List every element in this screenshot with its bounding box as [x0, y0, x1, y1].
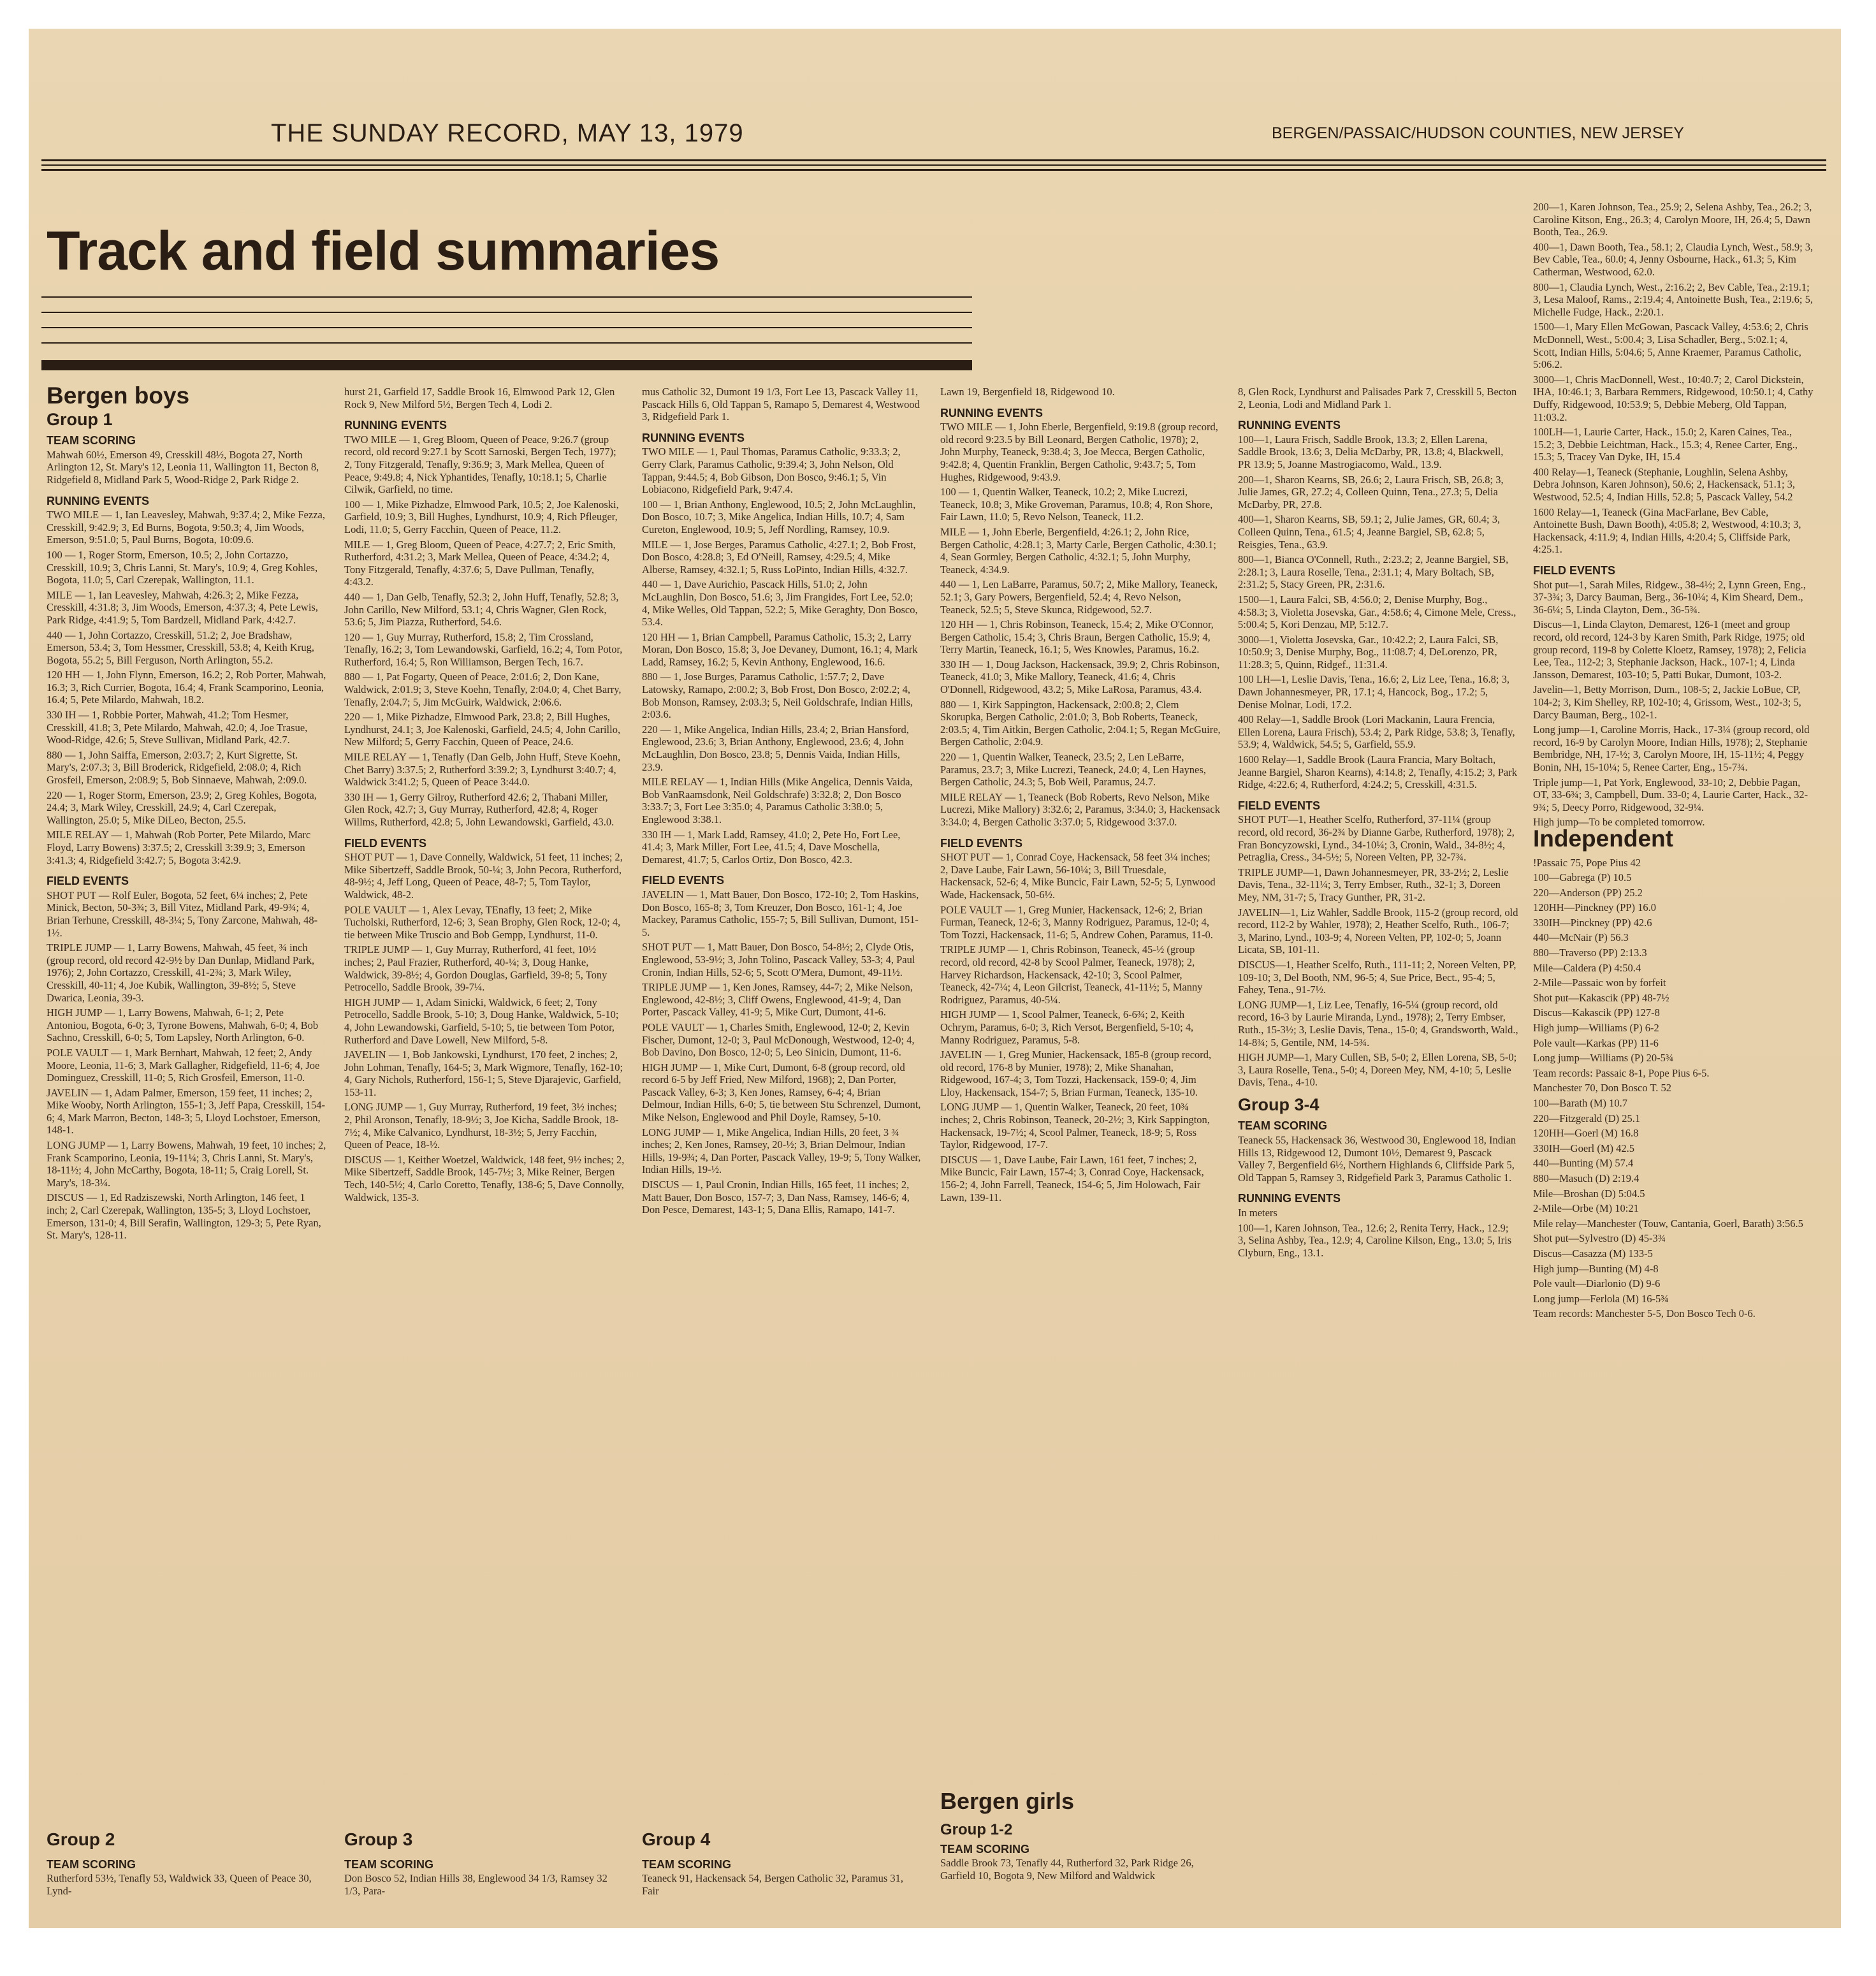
result-paragraph: MILE — 1, Greg Bloom, Queen of Peace, 4:27.7; 2, Eric Smith, Rutherford, 4:31.2; 3, Mark Mellea, Queen of Peace, 4:34.2; 4, Tony Fitzgerald, Tenafly, 4:37.6; 5, Dave Pullman, Tenafly, 4:43.2.	[344, 538, 616, 588]
text-column-1	[47, 382, 327, 1244]
result-paragraph: 880—Masuch (D) 2:19.4	[1533, 1172, 1640, 1184]
headline-rule	[41, 296, 972, 298]
text-column-3	[642, 386, 922, 1219]
result-paragraph: 200—1, Sharon Kearns, SB, 26.6; 2, Laura Frisch, SB, 26.8; 3, Julie James, GR, 27.2; 4, Colleen Quinn, Tena., 27.3; 5, Delia McDarby, PR, 27.8.	[1238, 473, 1504, 511]
result-paragraph: MILE RELAY — 1, Tenafly (Dan Gelb, John Huff, Steve Koehn, Chet Barry) 3:37.5; 2, Rutherford 3:39.2; 3, Lyndhurst 3:40.7; 4, Waldwick 3:41.2; 5, Queen of Peace 3:44.0.	[344, 751, 621, 788]
group-heading: Group 3-4	[1238, 1094, 1320, 1114]
result-paragraph: Shot put—Sylvestro (D) 45-3¾	[1533, 1232, 1666, 1245]
result-paragraph: Manchester 70, Don Bosco T. 52	[1533, 1082, 1672, 1094]
result-paragraph: 100 — 1, Mike Pizhadze, Elmwood Park, 10.5; 2, Joe Kalenoski, Garfield, 10.9; 3, Bill Hughes, Lyndhurst, 10.9; 4, Rich Pfleuger, Lodi, 11.0; 5, Gerry Facchin, Queen of Peace, 11.2.	[344, 498, 619, 535]
result-paragraph: TWO MILE — 1, John Eberle, Bergenfield, 9:19.8 (group record, old record 9:23.5 by Bill Leonard, Bergen Catholic, 1978); 2, John Murphy, Teaneck, 9:38.4; 3, Joe Mecca, Bergen Catholic, 9:42.8; 4, Quentin Franklin, Bergen Catholic, 9:43.7; 5, Tom Hughes, Ridgewood, 9:43.9.	[940, 421, 1218, 483]
result-paragraph: LONG JUMP — 1, Mike Angelica, Indian Hills, 20 feet, 3 ¾ inches; 2, Ken Jones, Ramsey, 20-½; 3, Brian Delmour, Indian Hills, 19-9¾; 4, Dan Porter, Pascack Valley, 19-9; 5, Tony Walker, Indian Hills, 19-½.	[642, 1126, 921, 1176]
result-paragraph: 880 — 1, Jose Burges, Paramus Catholic, 1:57.7; 2, Dave Latowsky, Ramapo, 2:00.2; 3, Bob Frost, Don Bosco, 2:02.2; 4, Bob Monson, Ramsey, 2:03.3; 5, Neil Goldschrafe, Indian Hills, 2:03.6.	[642, 671, 913, 721]
result-paragraph: Team records: Passaic 8-1, Pope Pius 6-5.	[1533, 1066, 1710, 1079]
result-paragraph: DISCUS — 1, Ed Radziszewski, North Arlington, 146 feet, 1 inch; 2, Carl Czerepak, Wallington, 135-5; 3, Lloyd Lochstoer, Emerson, 131-0; 4, Bill Serafin, Wallington, 129-3; 5, Pete Ryan, St. Mary's, 128-11.	[47, 1191, 321, 1242]
subhead: FIELD EVENTS	[1533, 564, 1616, 578]
result-paragraph: 220 — 1, Mike Pizhadze, Elmwood Park, 23.8; 2, Bill Hughes, Lyndhurst, 24.1; 3, Joe Kalenoski, Garfield, 24.5; 4, John Carillo, New Milford; 5, Gerry Facchin, Queen of Peace, 24.6.	[344, 711, 621, 748]
result-paragraph: Shot put—Kakascik (PP) 48-7½	[1533, 991, 1669, 1004]
subhead: FIELD EVENTS	[344, 836, 427, 850]
result-paragraph: POLE VAULT — 1, Charles Smith, Englewood, 12-0; 2, Kevin Fischer, Dumont, 12-0; 3, Paul McDonough, Westwood, 12-0; 4, Bob Davino, Don Bosco, 12-0; 5, Leo Sinicin, Dumont, 11-6.	[642, 1021, 915, 1059]
result-paragraph: 440 — 1, John Cortazzo, Cresskill, 51.2; 2, Joe Bradshaw, Emerson, 53.4; 3, Tom Hessmer, Cresskill, 53.8; 4, Keith Krug, Bogota, 55.2; 5, Bill Ferguson, North Arlington, 55.2.	[47, 628, 314, 666]
result-paragraph: 440 — 1, Dan Gelb, Tenafly, 52.3; 2, John Huff, Tenafly, 52.8; 3, John Carillo, New Milford, 53.1; 4, Chris Wagner, Glen Rock, 53.6; 5, Jim Piazza, Rutherford, 54.6.	[344, 590, 619, 628]
headline-rule	[41, 342, 972, 344]
result-paragraph: 3000—1, Violetta Josevska, Gar., 10:42.2; 2, Laura Falci, SB, 10:50.9; 3, Denise Murphy, Bog., 11:08.7; 4, DeLorenzo, PR, 11:28.3; 5, Quinn, Ridgef., 11:31.4.	[1238, 633, 1499, 671]
result-paragraph: SHOT PUT—1, Heather Scelfo, Rutherford, 37-11¼ (group record, old record, 36-2¾ by Dianne Garbe, Rutherford, 1978); 2, Fran Boncyzowski, Lynd., 34-10¼; 3, Cronin, Wald., 34-8½; 4, Petraglia, Cress., 34-5½; 5, Noreen Velten, PP, 32-7¾.	[1238, 813, 1515, 864]
result-paragraph: SHOT PUT — 1, Matt Bauer, Don Bosco, 54-8½; 2, Clyde Otis, Englewood, 53-9½; 3, John Tolino, Pascack Valley, 53-3; 4, Paul Cronin, Indian Hills, 52-6; 5, Scott O'Mera, Dumont, 49-11½.	[642, 941, 915, 978]
result-paragraph: MILE — 1, John Eberle, Bergenfield, 4:26.1; 2, John Rice, Bergen Catholic, 4:28.1; 3, Marty Carle, Bergen Catholic, 4:30.1; 4, Sean Gormley, Bergen Catholic, 4:32.1; 5, John Murphy, Teaneck, 4:34.9.	[940, 525, 1216, 576]
result-paragraph: SHOT PUT — Rolf Euler, Bogota, 52 feet, 6¼ inches; 2, Pete Minick, Becton, 50-3¾; 3, Bill Vitez, Midland Park, 49-9¾; 4, Brian Terhune, Cresskill, 48-3¼; 5, Tony Zarcone, Mahwah, 48-1½.	[47, 889, 318, 939]
newspaper-page	[29, 29, 1841, 1928]
result-paragraph: SHOT PUT — 1, Conrad Coye, Hackensack, 58 feet 3¼ inches; 2, Dave Laube, Fair Lawn, 56-10¼; 3, Bill Truesdale, Hackensack, 52-6; 4, Mike Buncic, Fair Lawn, 52-5; 5, Lynwood Wade, Hackensack, 50-6½.	[940, 851, 1216, 901]
result-paragraph: JAVELIN—1, Liz Wahler, Saddle Brook, 115-2 (group record, old record, 112-2 by Wahler, 1978); 2, Heather Scelfo, Ruth., 106-7; 3, Marino, Lynd., 103-9; 4, Noreen Velten, PP, 102-0; 5, Joann Licata, SB, 101-11.	[1238, 906, 1518, 956]
masthead-region: BERGEN/PASSAIC/HUDSON COUNTIES, NEW JERSEY	[1272, 124, 1684, 142]
subhead: FIELD EVENTS	[642, 874, 725, 887]
result-paragraph: 880 — 1, Pat Fogarty, Queen of Peace, 2:01.6; 2, Don Kane, Waldwick, 2:01.9; 3, Steve Koehn, Tenafly, 2:04.0; 4, Chet Barry, Tenafly, 2:04.7; 5, Jim McGuirk, Waldwick, 2:06.6.	[344, 671, 622, 708]
result-paragraph: Teaneck 55, Hackensack 36, Westwood 30, Englewood 18, Indian Hills 13, Ridgewood 12, Dumont 10½, Demarest 9, Pascack Valley 7, Bergenfield 6½, Northern Highlands 6, Cliffside Park 5, Old Tappan 5, Ramsey 3, Ridgefield Park 3, Paramus Catholic 1.	[1238, 1134, 1516, 1184]
result-paragraph: 220—Fitzgerald (D) 25.1	[1533, 1112, 1641, 1124]
result-paragraph: 100—1, Laura Frisch, Saddle Brook, 13.3; 2, Ellen Larena, Saddle Brook, 13.6; 3, Delia McDarby, PR, 13.8; 4, Blackwell, PR 13.9; 5, Joanne Mastrogiacomo, Wald., 13.9.	[1238, 433, 1504, 470]
result-paragraph: HIGH JUMP — 1, Larry Bowens, Mahwah, 6-1; 2, Pete Antoniou, Bogota, 6-0; 3, Tyrone Bowens, Mahwah, 6-0; 4, Bob Sachno, Cresskill, 6-0; 5, Tom Lapsley, North Arlington, 6-0.	[47, 1006, 319, 1044]
result-paragraph: 3000—1, Chris MacDonnell, West., 10:40.7; 2, Carol Dickstein, IHA, 10:46.1; 3, Barbara Remmers, Ridgewood, 10:50.1; 4, Cathy Duffy, Ridgewood, 10:53.9; 5, Debbie Meberg, Old Tappan, 11:03.2.	[1533, 373, 1814, 423]
result-paragraph: 100—1, Karen Johnson, Tea., 12.6; 2, Renita Terry, Hack., 12.9; 3, Selina Ashby, Tea., 12.9; 4, Caroline Kilson, Eng., 13.0; 5, Iris Clyburn, Eng., 13.1.	[1238, 1221, 1512, 1259]
result-paragraph: In meters	[1238, 1207, 1277, 1219]
result-paragraph: DISCUS — 1, Keither Woetzel, Waldwick, 148 feet, 9½ inches; 2, Mike Sibertzeff, Saddle Brook, 145-7½; 3, Mike Reiner, Bergen Tech, 140-5½; 4, Carlo Coretto, Tenafly, 138-6; 5, Dave Connolly, Waldwick, 135-3.	[344, 1153, 625, 1203]
bottom-team-scoring-label: TEAM SCORING	[940, 1843, 1030, 1856]
result-paragraph: Long jump—1, Caroline Morris, Hack., 17-3¼ (group record, old record, 16-9 by Carolyn Moore, Indian Hills, 1978); 2, Stephanie Bembridge, NH, 17-½; 3, Carolyn Moore, IH, 15-11½; 4, Peggy Bonin, NH, 15-10¼; 5, Renee Carter, Eng., 15-7¾.	[1533, 723, 1810, 773]
result-paragraph: 120 HH — 1, John Flynn, Emerson, 16.2; 2, Rob Porter, Mahwah, 16.3; 3, Rich Currier, Bogota, 16.4; 4, Frank Scamporino, Leonia, 16.4; 5, Pete Milardo, Mahwah, 18.2.	[47, 669, 326, 706]
text-column-5	[1238, 386, 1518, 1261]
result-paragraph: LONG JUMP — 1, Quentin Walker, Teaneck, 20 feet, 10¾ inches; 2, Chris Robinson, Teaneck, 20-2½; 3, Kirk Sappington, Hackensack, 19-7½; 4, Scool Palmer, Teaneck, 18-9; 5, Ross Taylor, Ridgewood, 17-7.	[940, 1101, 1210, 1151]
section-heading: Bergen boys	[47, 382, 190, 409]
result-paragraph: 100 — 1, Quentin Walker, Teaneck, 10.2; 2, Mike Lucrezi, Teaneck, 10.8; 3, Mike Groveman, Paramus, 10.8; 4, Ron Shore, Fair Lawn, 11.0; 5, Revo Nelson, Teaneck, 11.2.	[940, 486, 1213, 523]
result-paragraph: Lawn 19, Bergenfield 18, Ridgewood 10.	[940, 386, 1115, 398]
bottom-team-scoring-label: TEAM SCORING	[47, 1858, 136, 1871]
result-paragraph: Long jump—Ferlola (M) 16-5¾	[1533, 1292, 1669, 1305]
subhead: RUNNING EVENTS	[344, 419, 447, 432]
result-paragraph: 880 — 1, Kirk Sappington, Hackensack, 2:00.8; 2, Clem Skorupka, Bergen Catholic, 2:01.0; 3, Bob Roberts, Teaneck, 2:03.5; 4, Tim Aitkin, Bergen Catholic, 2:04.1; 5, Regan McGuire, Bergen Catholic, 2:04.9.	[940, 698, 1221, 748]
bottom-section-heading: Bergen girls	[940, 1788, 1075, 1814]
result-paragraph: High jump—Bunting (M) 4-8	[1533, 1262, 1659, 1275]
subhead: RUNNING EVENTS	[642, 431, 745, 444]
result-paragraph: 330IH—Goerl (M) 42.5	[1533, 1142, 1635, 1154]
result-paragraph: SHOT PUT — 1, Dave Connelly, Waldwick, 51 feet, 11 inches; 2, Mike Sibertzeff, Saddle Brook, 50-¼; 3, John Pecora, Rutherford, 48-9½; 4, Jeff Long, Queen of Peace, 48-7; 5, Tom Taylor, Waldwick, 48-2.	[344, 851, 623, 901]
headline-rule	[41, 312, 972, 313]
result-paragraph: mus Catholic 32, Dumont 19 1/3, Fort Lee 13, Pascack Valley 11, Pascack Hills 6, Old Tappan 5, Ramapo 5, Demarest 4, Westwood 3, Ridgefield Park 1.	[642, 386, 920, 423]
result-paragraph: 330 IH — 1, Mark Ladd, Ramsey, 41.0; 2, Pete Ho, Fort Lee, 41.4; 3, Mark Miller, Fort Lee, 41.5; 4, Dave Moschella, Demarest, 41.7; 5, Carlos Ortiz, Don Bosco, 42.3.	[642, 828, 901, 866]
result-paragraph: 440—McNair (P) 56.3	[1533, 931, 1629, 944]
result-paragraph: 440 — 1, Len LaBarre, Paramus, 50.7; 2, Mike Mallory, Teaneck, 52.1; 3, Gary Powers, Bergenfield, 52.4; 4, Revo Nelson, Teaneck, 52.5; 5, Steve Skunca, Ridgewood, 52.7.	[940, 578, 1218, 616]
result-paragraph: 440—Bunting (M) 57.4	[1533, 1157, 1634, 1170]
result-paragraph: 2-Mile—Passaic won by forfeit	[1533, 977, 1666, 989]
bottom-group-heading: Group 3	[344, 1829, 413, 1849]
subhead: RUNNING EVENTS	[1238, 1192, 1341, 1205]
subhead: TEAM SCORING	[47, 434, 136, 447]
result-paragraph: LONG JUMP — 1, Larry Bowens, Mahwah, 19 feet, 10 inches; 2, Frank Scamporino, Leonia, 19-11¼; 3, Chris Lanni, St. Mary's, 18-11½; 4, John McCarthy, Bogota, 18-11; 5, Craig Lorell, St. Mary's, 18-3¼.	[47, 1139, 326, 1189]
result-paragraph: TRIPLE JUMP — 1, Larry Bowens, Mahwah, 45 feet, ¾ inch (group record, old record 42-9½ by Dan Dunlap, Midland Park, 1976); 2, John Cortazzo, Cresskill, 41-2¾; 3, Mark Wiley, Cresskill, 40-11; 4, Joe Kubik, Wallington, 39-8½; 5, Steve Dwarica, Leonia, 39-3.	[47, 941, 315, 1004]
result-paragraph: 120 HH — 1, Chris Robinson, Teaneck, 15.4; 2, Mike O'Connor, Bergen Catholic, 15.4; 3, Chris Braun, Bergen Catholic, 15.9; 4, Terry Martin, Teaneck, 16.1; 5, Wes Knowles, Paramus, 16.2.	[940, 618, 1214, 656]
result-paragraph: TRIPLE JUMP—1, Dawn Johannesmeyer, PR, 33-2½; 2, Leslie Davis, Tena., 32-11¼; 3, Terry Embser, Ruth., 32-1; 3, Doreen Mey, NM, 31-7; 5, Tracy Gunther, PR, 31-2.	[1238, 866, 1509, 903]
result-paragraph: 100—Barath (M) 10.7	[1533, 1097, 1628, 1109]
result-paragraph: 400—1, Sharon Kearns, SB, 59.1; 2, Julie James, GR, 60.4; 3, Colleen Quinn, Tena., 61.5; 4, Jeanne Bargiel, SB, 62.8; 5, Reisgies, Tena., 63.9.	[1238, 513, 1501, 551]
result-paragraph: Discus—Kakascik (PP) 127-8	[1533, 1006, 1660, 1019]
result-paragraph: Mile—Caldera (P) 4:50.4	[1533, 961, 1641, 974]
bottom-group-heading: Group 2	[47, 1829, 115, 1849]
subhead: TEAM SCORING	[1238, 1119, 1328, 1133]
result-paragraph: 1500—1, Laura Falci, SB, 4:56.0; 2, Denise Murphy, Bog., 4:58.3; 3, Violetta Josevska, Gar., 4:58.6; 4, Cimone Mele, Cress., 5:00.4; 5, Kori Denzau, MP, 5:12.7.	[1238, 593, 1516, 631]
result-paragraph: hurst 21, Garfield 17, Saddle Brook 16, Elmwood Park 12, Glen Rock 9, New Milford 5½, Bergen Tech 4, Lodi 2.	[344, 386, 615, 410]
result-paragraph: TWO MILE — 1, Paul Thomas, Paramus Catholic, 9:33.3; 2, Gerry Clark, Paramus Catholic, 9:39.4; 3, John Nelson, Old Tappan, 9:44.5; 4, Bob Gibson, Don Bosco, 9:46.1; 5, Vin Lobiacono, Ridgefield Park, 9:47.4.	[642, 446, 901, 496]
result-paragraph: 400—1, Dawn Booth, Tea., 58.1; 2, Claudia Lynch, West., 58.9; 3, Bev Cable, Tea., 60.0; 4, Jenny Osbourne, Hack., 61.3; 5, Kim Catherman, Westwood, 62.0.	[1533, 240, 1814, 278]
masthead-rule	[41, 164, 1826, 166]
result-paragraph: POLE VAULT — 1, Greg Munier, Hackensack, 12-6; 2, Brian Furman, Teaneck, 12-6; 3, Manny Rodriguez, Paramus, 12-0; 4, Tom Tozzi, Hackensack, 11-6; 5, Andrew Cohen, Paramus, 11-0.	[940, 903, 1213, 941]
result-paragraph: 220 — 1, Roger Storm, Emerson, 23.9; 2, Greg Kohles, Bogota, 24.4; 3, Mark Wiley, Cresskill, 24.9; 4, Carl Czerepak, Wallington, 25.0; 5, Mike DiLeo, Becton, 25.5.	[47, 788, 317, 826]
result-paragraph: 1500—1, Mary Ellen McGowan, Pascack Valley, 4:53.6; 2, Chris McDonnell, West., 5:00.4; 3, Lisa Schadler, Berg., 5:02.1; 4, Scott, Indian Hills, 5:04.6; 5, Anne Kraemer, Paramus Catholic, 5:06.2.	[1533, 321, 1808, 371]
result-paragraph: TWO MILE — 1, Greg Bloom, Queen of Peace, 9:26.7 (group record, old record 9:27.1 by Scott Sarnoski, Bergen Tech, 1977); 2, Tony Fitzgerald, Tenafly, 9:36.9; 3, Mark Mellea, Queen of Peace, 9:49.8; 4, Nick Yphantides, Tenafly, 10:18.1; 5, Charlie Cilwik, Garfield, no time.	[344, 433, 616, 496]
result-paragraph: MILE RELAY — 1, Teaneck (Bob Roberts, Revo Nelson, Mike Lucrezi, Mike Mallory) 3:32.6; 2, Paramus, 3:34.0; 3, Hackensack 3:34.0; 4, Bergen Catholic 3:37.0; 5, Ridgewood 3:37.0.	[940, 790, 1220, 828]
bottom-team-scoring-text: Don Bosco 52, Indian Hills 38, Englewood 34 1/3, Ramsey 32 1/3, Para-	[344, 1872, 607, 1897]
result-paragraph: MILE — 1, Jose Berges, Paramus Catholic, 4:27.1; 2, Bob Frost, Don Bosco, 4:28.8; 3, Ed O'Neill, Ramsey, 4:29.5; 4, Mike Alberse, Ramsey, 4:32.1; 5, Russ LoPinto, Indian Hills, 4:32.7.	[642, 538, 916, 576]
result-paragraph: Mile—Broshan (D) 5:04.5	[1533, 1187, 1645, 1200]
result-paragraph: 120 — 1, Guy Murray, Rutherford, 15.8; 2, Tim Crossland, Tenafly, 16.2; 3, Tom Lewandowski, Garfield, 16.2; 4, Tom Potor, Rutherford, 16.4; 5, Ron Williamson, Bergen Tech, 16.7.	[344, 630, 623, 668]
result-paragraph: 400 Relay—1, Saddle Brook (Lori Mackanin, Laura Frencia, Ellen Lorena, Laura Frisch), 53.4; 2, Park Ridge, 53.8; 3, Tenafly, 53.9; 4, Waldwick, 54.5; 5, Garfield, 55.9.	[1238, 713, 1515, 751]
result-paragraph: High jump—To be completed tomorrow.	[1533, 816, 1705, 829]
result-paragraph: MILE RELAY — 1, Indian Hills (Mike Angelica, Dennis Vaida, Bob VanRaamsdonk, Neil Goldschrafe) 3:32.8; 2, Don Bosco 3:33.7; 3, Fort Lee 3:35.0; 4, Paramus Catholic 3:38.0; 5, Englewood 3:38.1.	[642, 776, 913, 825]
result-paragraph: Shot put—1, Sarah Miles, Ridgew., 38-4½; 2, Lynn Green, Eng., 37-3¾; 3, Darcy Bauman, Berg., 36-10¼; 4, Kim Sheard, Dem., 36-6¼; 5, Linda Clayton, Dem., 36-5¾.	[1533, 578, 1806, 616]
result-paragraph: 440 — 1, Dave Aurichio, Pascack Hills, 51.0; 2, John McLaughlin, Don Bosco, 51.6; 3, Jim Frangides, Fort Lee, 52.0; 4, Mike Welles, Old Tappan, 52.2; 5, Mike Geraghty, Don Bosco, 53.4.	[642, 578, 918, 628]
result-paragraph: 100LH—1, Laurie Carter, Hack., 15.0; 2, Karen Caines, Tea., 15.2; 3, Debbie Leichtman, Hack., 15.3; 4, Renee Carter, Eng., 15.3; 5, Tracey Van Dyke, IH, 15.4	[1533, 426, 1798, 463]
bottom-team-scoring-label: TEAM SCORING	[344, 1858, 434, 1871]
result-paragraph: HIGH JUMP — 1, Mike Curt, Dumont, 6-8 (group record, old record 6-5 by Jeff Fried, New Milford, 1968); 2, Dan Porter, Pascack Valley, 6-3; 3, Ken Jones, Ramsey, 6-4; 4, Brian Delmour, Indian Hills, 6-0; 5, tie between Stu Schrenzel, Dumont, Mike Nelson, Englewood and Phil Doyle, Ramsey, 5-10.	[642, 1061, 921, 1124]
subhead: RUNNING EVENTS	[47, 494, 150, 507]
result-paragraph: 100 — 1, Roger Storm, Emerson, 10.5; 2, John Cortazzo, Cresskill, 10.9; 3, Chris Lanni, St. Mary's, 10.9; 4, Greg Kohles, Bogota, 11.0; 5, Carl Czerepak, Wallington, 11.1.	[47, 548, 318, 586]
result-paragraph: LONG JUMP — 1, Guy Murray, Rutherford, 19 feet, 3½ inches; 2, Phil Aronson, Tenafly, 18-9½; 3, Joe Kicha, Saddle Brook, 18-7½; 4, Mike Calvanico, Lyndhurst, 18-3½; 5, Jerry Facchin, Queen of Peace, 18-½.	[344, 1101, 619, 1151]
subhead: FIELD EVENTS	[940, 836, 1023, 850]
result-paragraph: 800—1, Bianca O'Connell, Ruth., 2:23.2; 2, Jeanne Bargiel, SB, 2:28.1; 3, Laura Roselle, Tena., 2:31.1; 4, Mary Boltach, SB, 2:31.2; 5, Stacy Green, PR, 2:31.6.	[1238, 553, 1509, 591]
subhead: FIELD EVENTS	[47, 875, 129, 888]
result-paragraph: HIGH JUMP — 1, Scool Palmer, Teaneck, 6-6¾; 2, Keith Ochrym, Paramus, 6-0; 3, Rich Versot, Bergenfield, 5-10; 4, Manny Rodriguez, Paramus, 5-8.	[940, 1008, 1194, 1046]
result-paragraph: 400 Relay—1, Teaneck (Stephanie, Loughlin, Selena Ashby, Debra Johnson, Karen Johnson), 50.6; 2, Hackensack, 51.1; 3, Westwood, 52.5; 4, Indian Hills, 52.8; 5, Pascack Valley, 54.2	[1533, 465, 1796, 504]
result-paragraph: 800—1, Claudia Lynch, West., 2:16.2; 2, Bev Cable, Tea., 2:19.1; 3, Lesa Maloof, Rams., 2:19.4; 4, Antoinette Bush, Tea., 2:19.6; 5, Michelle Fudge, Hack., 2:20.1.	[1533, 280, 1813, 318]
result-paragraph: 120 HH — 1, Brian Campbell, Paramus Catholic, 15.3; 2, Larry Moran, Don Bosco, 15.8; 3, Joe Devaney, Dumont, 16.1; 4, Mark Ladd, Ramsey, 16.2; 5, Kevin Anthony, Englewood, 16.6.	[642, 630, 918, 668]
masthead-rule	[41, 159, 1826, 161]
result-paragraph: 220 — 1, Quentin Walker, Teaneck, 23.5; 2, Len LeBarre, Paramus, 23.7; 3, Mike Lucrezi, Teaneck, 24.0; 4, Len Haynes, Bergen Catholic, 24.3; 5, Bob Weil, Paramus, 24.7.	[940, 751, 1206, 788]
masthead-rule	[41, 169, 1826, 171]
text-column-2	[344, 386, 625, 1206]
result-paragraph: DISCUS — 1, Paul Cronin, Indian Hills, 165 feet, 11 inches; 2, Matt Bauer, Don Bosco, 157-7; 3, Dan Nass, Ramsey, 146-6; 4, Don Pesce, Demarest, 143-1; 5, Dana Ellis, Ramapo, 141-7.	[642, 1179, 910, 1216]
result-paragraph: 100 — 1, Brian Anthony, Englewood, 10.5; 2, John McLaughlin, Don Bosco, 10.7; 3, Mike Angelica, Indian Hills, 10.7; 4, Sam Cureton, Englewood, 10.9; 5, Jeff Nordling, Ramsey, 10.9.	[642, 498, 916, 535]
masthead-date: THE SUNDAY RECORD, MAY 13, 1979	[271, 119, 744, 147]
result-paragraph: 8, Glen Rock, Lyndhurst and Palisades Park 7, Cresskill 5, Becton 2, Leonia, Lodi and Midland Park 1.	[1238, 386, 1517, 410]
result-paragraph: POLE VAULT — 1, Alex Levay, TEnafly, 13 feet; 2, Mike Tucholski, Rutherford, 12-6; 3, Sean Brophy, Glen Rock, 12-0; 4, tie between Mike Truscio and Bob Gempp, Lyndhurst, 11-0.	[344, 903, 621, 941]
result-paragraph: 2-Mile—Orbe (M) 10:21	[1533, 1202, 1639, 1215]
result-paragraph: DISCUS—1, Heather Scelfo, Ruth., 111-11; 2, Noreen Velten, PP, 109-10; 3, Del Booth, NM, 96-5; 4, Sue Price, Bect., 95-4; 5, Fahey, Tena., 91-7½.	[1238, 958, 1516, 996]
result-paragraph: JAVELIN — 1, Greg Munier, Hackensack, 185-8 (group record, old record, 176-8 by Munier, 1978); 2, Mike Shanahan, Ridgewood, 167-4; 3, Tom Tozzi, Hackensack, 159-0; 4, Jim Lloy, Hackensack, 154-7; 5, Brian Furman, Teaneck, 135-10.	[940, 1049, 1212, 1098]
result-paragraph: !Passaic 75, Pope Pius 42	[1533, 856, 1641, 869]
result-paragraph: POLE VAULT — 1, Mark Bernhart, Mahwah, 12 feet; 2, Andy Moore, Leonia, 11-6; 3, Mark Gallagher, Ridgefield, 11-6; 4, Joe Dominguez, Cresskill, 11-0; 5, Rich Grosfeil, Emerson, 11-0.	[47, 1046, 320, 1084]
subhead: RUNNING EVENTS	[1238, 419, 1341, 432]
result-paragraph: 330IH—Pinckney (PP) 42.6	[1533, 916, 1652, 929]
result-paragraph: High jump—Williams (P) 6-2	[1533, 1022, 1659, 1035]
bottom-group-heading: Group 1-2	[940, 1821, 1013, 1838]
headline-rule	[41, 327, 972, 328]
text-column-6	[1533, 201, 1814, 1323]
result-paragraph: JAVELIN — 1, Bob Jankowski, Lyndhurst, 170 feet, 2 inches; 2, John Lohman, Tenafly, 164-5; 3, Mark Wigmore, Tenafly, 162-10; 4, Gary Nichols, Rutherford, 156-1; 5, Steve Djarajevic, Garfield, 153-11.	[344, 1049, 623, 1098]
result-paragraph: 880—Traverso (PP) 2:13.3	[1533, 947, 1647, 959]
result-paragraph: MILE — 1, Ian Leavesley, Mahwah, 4:26.3; 2, Mike Fezza, Cresskill, 4:31.8; 3, Jim Woods, Emerson, 4:37.3; 4, Pete Lewis, Park Ridge, 4:41.9; 5, Tom Bardzell, Midland Park, 4:42.7.	[47, 588, 318, 626]
headline-bar	[41, 360, 972, 370]
result-paragraph: Mile relay—Manchester (Touw, Cantania, Goerl, Barath) 3:56.5	[1533, 1217, 1803, 1230]
result-paragraph: Mahwah 60½, Emerson 49, Cresskill 48½, Bogota 27, North Arlington 12, St. Mary's 12, Leonia 11, Wallington 11, Becton 8, Ridgefield 8, Midland Park 5, Wood-Ridge 2, Park Ridge 2.	[47, 448, 319, 486]
subhead: FIELD EVENTS	[1238, 799, 1321, 812]
result-paragraph: 120HH—Pinckney (PP) 16.0	[1533, 901, 1656, 914]
result-paragraph: 880 — 1, John Saiffa, Emerson, 2:03.7; 2, Kurt Sigrette, St. Mary's, 2:07.3; 3, Bill Broderick, Ridgefield, 2:08.0; 4, Rich Grosfeil, Emerson, 2:08.9; 5, Bob Sinnaeve, Mahwah, 2:09.0.	[47, 748, 307, 787]
group-heading: Group 1	[47, 409, 113, 429]
result-paragraph: Long jump—Williams (P) 20-5¾	[1533, 1052, 1674, 1064]
result-paragraph: Triple jump—1, Pat York, Englewood, 33-10; 2, Debbie Pagan, OT, 33-6¾; 3, Campbell, Dum. 33-0; 4, Laurie Carter, Hack., 32-9¾; 5, Deecy Porro, Ridgewood, 32-9¼.	[1533, 776, 1808, 813]
result-paragraph: JAVELIN — 1, Adam Palmer, Emerson, 159 feet, 11 inches; 2, Mike Wooby, North Arlington, 155-1; 3, Jeff Papa, Cresskill, 154-6; 4, Mark Marron, Becton, 148-3; 5, Lloyd Lochstoer, Emerson, 148-1.	[47, 1086, 325, 1137]
text-column-4	[940, 386, 1221, 1206]
result-paragraph: DISCUS — 1, Dave Laube, Fair Lawn, 161 feet, 7 inches; 2, Mike Buncic, Fair Lawn, 157-4; 3, Conrad Coye, Hackensack, 156-2; 4, John Farrell, Teaneck, 154-6; 5, Jim Holowach, Fair Lawn, 139-11.	[940, 1153, 1204, 1203]
result-paragraph: 200—1, Karen Johnson, Tea., 25.9; 2, Selena Ashby, Tea., 26.2; 3, Caroline Kitson, Eng., 26.3; 4, Carolyn Moore, IH, 26.4; 5, Dawn Booth, Tea., 26.9.	[1533, 201, 1812, 238]
result-paragraph: 100 LH—1, Leslie Davis, Tena., 16.6; 2, Liz Lee, Tena., 16.8; 3, Dawn Johannesmeyer, PR, 17.1; 4, Hancock, Bog., 17.2; 5, Denise Molnar, Lodi, 17.2.	[1238, 673, 1509, 711]
subhead: RUNNING EVENTS	[940, 406, 1043, 419]
result-paragraph: TRIPLE JUMP — 1, Chris Robinson, Teaneck, 45-½ (group record, old record, 42-8 by Scool Palmer, Teaneck, 1978); 2, Harvey Richardson, Hackensack, 42-10; 3, Scool Palmer, Teaneck, 42-7¼; 4, Leon Gilcrist, Teaneck, 41-11½; 5, Manny Rodriguez, Paramus, 40-5¼.	[940, 943, 1203, 1006]
result-paragraph: Pole vault—Diarlonio (D) 9-6	[1533, 1277, 1661, 1290]
result-paragraph: Discus—Casazza (M) 133-5	[1533, 1247, 1653, 1260]
result-paragraph: 1600 Relay—1, Saddle Brook (Laura Francia, Mary Boltach, Jeanne Bargiel, Sharon Kearns), 4:14.8; 2, Tenafly, 4:15.2; 3, Park Ridge, 4:22.6; 4, Rutherford, 4:24.2; 5, Cresskill, 4:31.5.	[1238, 753, 1517, 791]
result-paragraph: 1600 Relay—1, Teaneck (Gina MacFarlane, Bev Cable, Antoinette Bush, Dawn Booth), 4:05.8; 2, Westwood, 4:10.3; 3, Hackensack, 4:11.9; 4, Indian Hills, 4:20.4; 5, Cliffside Park, 4:25.1.	[1533, 505, 1801, 556]
headline: Track and field summaries	[47, 221, 720, 282]
result-paragraph: 220—Anderson (PP) 25.2	[1533, 886, 1643, 899]
result-paragraph: LONG JUMP—1, Liz Lee, Tenafly, 16-5¼ (group record, old record, 16-3 by Laurie Miranda, Lynd., 1978); 2, Terry Embser, Ruth., 15-3½; 3, Leslie Davis, Tena., 15-0; 4, Grandsworth, Wald., 14-8¾; 5, Gentile, NM, 14-5¾.	[1238, 998, 1518, 1049]
bottom-team-scoring-label: TEAM SCORING	[642, 1858, 732, 1871]
result-paragraph: HIGH JUMP—1, Mary Cullen, SB, 5-0; 2, Ellen Lorena, SB, 5-0; 3, Laura Roselle, Tena., 5-0; 4, Doreen Mey, NM, 4-10; 5, Leslie Davis, Tena., 4-10.	[1238, 1051, 1517, 1089]
result-paragraph: Pole vault—Karkas (PP) 11-6	[1533, 1036, 1659, 1049]
result-paragraph: 330 IH — 1, Doug Jackson, Hackensack, 39.9; 2, Chris Robinson, Teaneck, 41.0; 3, Mike Mallory, Teaneck, 41.6; 4, Chris O'Donnell, Ridgewood, 43.2; 5, Mike LaRosa, Paramus, 43.4.	[940, 658, 1220, 696]
result-paragraph: 330 IH — 1, Robbie Porter, Mahwah, 41.2; Tom Hesmer, Cresskill, 41.8; 3, Pete Milardo, Mahwah, 42.0; 4, Joe Trasue, Wood-Ridge, 42.6; 5, Steve Sullivan, Midland Park, 42.7.	[47, 709, 308, 746]
result-paragraph: 100—Gabrega (P) 10.5	[1533, 871, 1632, 884]
result-paragraph: 120HH—Goerl (M) 16.8	[1533, 1127, 1639, 1140]
bottom-team-scoring-text: Teaneck 91, Hackensack 54, Bergen Catholic 32, Paramus 31, Fair	[642, 1872, 904, 1897]
result-paragraph: HIGH JUMP — 1, Adam Sinicki, Waldwick, 6 feet; 2, Tony Petrocello, Saddle Brook, 5-10; 3, Doug Hanke, Waldwick, 5-10; 4, John Lewandowski, Garfield, 5-10; 5, tie between Tom Potor, Rutherford and Dave Lowell, New Milford, 5-8.	[344, 996, 619, 1046]
result-paragraph: Javelin—1, Betty Morrison, Dum., 108-5; 2, Jackie LoBue, CP, 104-2; 3, Kim Shelley, RP, 102-10; 4, Grissom, West., 102-3; 5, Darcy Bauman, Berg., 102-1.	[1533, 683, 1801, 721]
result-paragraph: TRIPLE JUMP — 1, Ken Jones, Ramsey, 44-7; 2, Mike Nelson, Englewood, 42-8½; 3, Cliff Owens, Englewood, 41-9; 4, Dan Porter, Pascack Valley, 41-9; 5, Mike Curt, Dumont, 41-6.	[642, 981, 913, 1019]
section-heading: Independent	[1533, 825, 1673, 852]
result-paragraph: 330 IH — 1, Gerry Gilroy, Rutherford 42.6; 2, Thabani Miller, Glen Rock, 42.7; 3, Guy Murray, Rutherford, 42.8; 4, Roger Willms, Rutherford, 42.8; 5, John Lewandowski, Garfield, 43.0.	[344, 790, 614, 828]
result-paragraph: JAVELIN — 1, Matt Bauer, Don Bosco, 172-10; 2, Tom Haskins, Don Bosco, 165-8; 3, Tom Kreuzer, Don Bosco, 161-1; 4, Joe Mackey, Paramus Catholic, 155-7; 5, Bill Sullivan, Dumont, 151-5.	[642, 888, 919, 938]
result-paragraph: TWO MILE — 1, Ian Leavesley, Mahwah, 9:37.4; 2, Mike Fezza, Cresskill, 9:42.9; 3, Ed Burns, Bogota, 9:50.3; 4, Jim Woods, Emerson, 9:51.0; 5, Paul Burns, Bogota, 10:09.6.	[47, 509, 325, 546]
result-paragraph: MILE RELAY — 1, Mahwah (Rob Porter, Pete Milardo, Marc Floyd, Larry Bowens) 3:37.5; 2, Cresskill 3:39.9; 3, Emerson 3:41.3; 4, Ridgefield 3:42.7; 5, Bogota 3:42.9.	[47, 829, 311, 866]
bottom-team-scoring-text: Saddle Brook 73, Tenafly 44, Rutherford 32, Park Ridge 26, Garfield 10, Bogota 9, New Milford and Waldwick	[940, 1857, 1194, 1882]
result-paragraph: Discus—1, Linda Clayton, Demarest, 126-1 (meet and group record, old record, 124-3 by Karen Smith, Park Ridge, 1975; old group record, 119-8 by Colette Kloetz, Ramsey, 1978); 2, Felicia Lee, Tea., 112-2; 3, Stephanie Jackson, Hack., 107-1; 4, Linda Jansson, Demarest, 103-10; 5, Patti Bukar, Dumont, 103-2.	[1533, 618, 1807, 681]
result-paragraph: 220 — 1, Mike Angelica, Indian Hills, 23.4; 2, Brian Hansford, Englewood, 23.6; 3, Brian Anthony, Englewood, 23.6; 4, John McLaughlin, Don Bosco, 23.8; 5, Dennis Vaida, Indian Hills, 23.9.	[642, 723, 909, 773]
bottom-team-scoring-text: Rutherford 53½, Tenafly 53, Waldwick 33, Queen of Peace 30, Lynd-	[47, 1872, 312, 1897]
result-paragraph: TRIPLE JUMP — 1, Guy Murray, Rutherford, 41 feet, 10½ inches; 2, Paul Frazier, Rutherford, 40-¼; 3, Doug Hanke, Waldwick, 39-8½; 4, Gordon Douglas, Garfield, 39-8; 5, Tony Petrocello, Saddle Brook, 39-7¼.	[344, 943, 607, 994]
bottom-group-heading: Group 4	[642, 1829, 711, 1849]
result-paragraph: Team records: Manchester 5-5, Don Bosco Tech 0-6.	[1533, 1307, 1756, 1320]
